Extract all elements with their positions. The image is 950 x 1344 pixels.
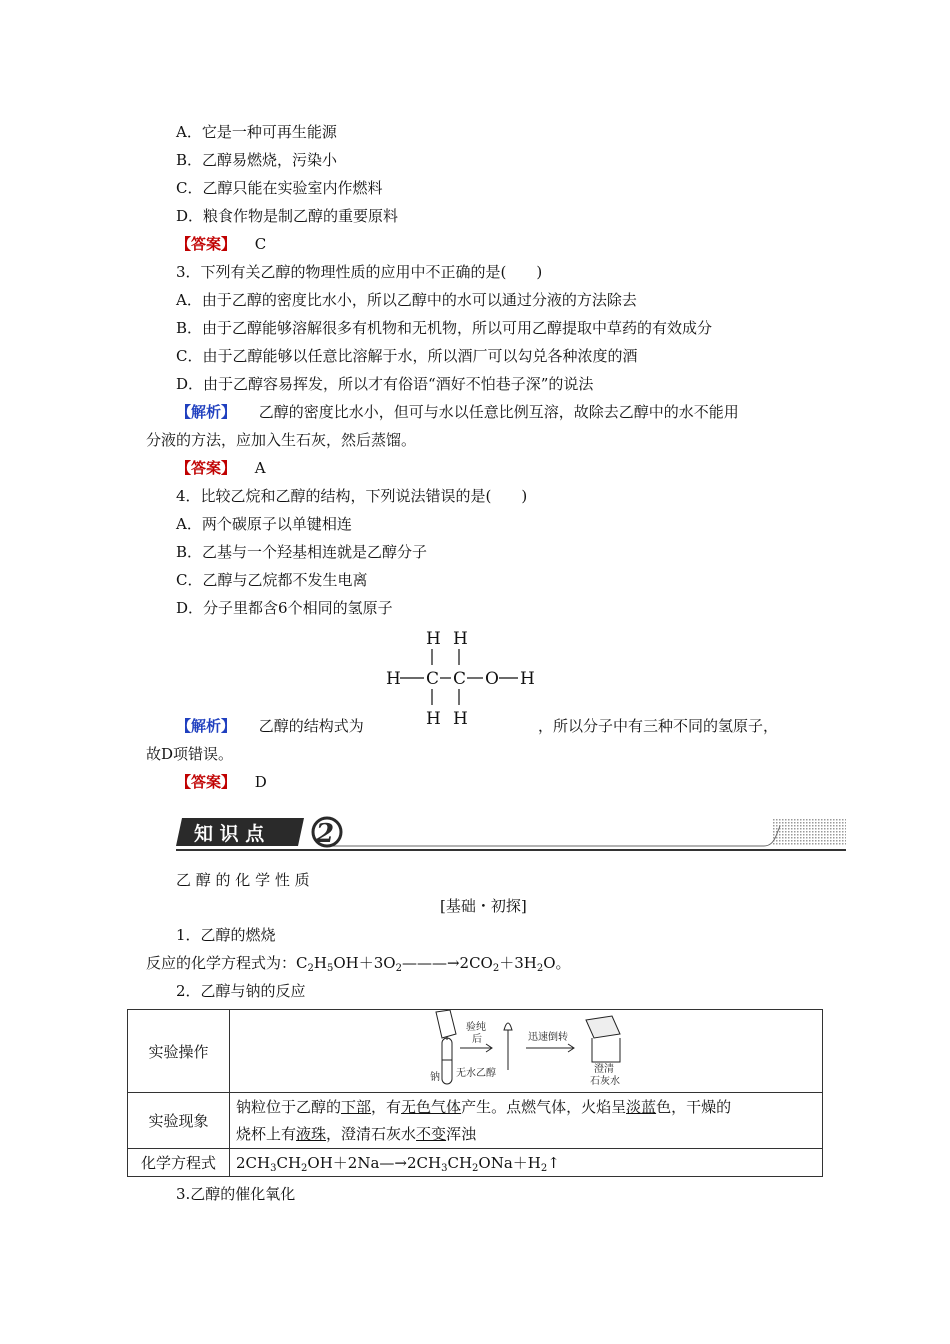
table-row xyxy=(128,1010,823,1093)
apparatus-illustration xyxy=(236,1010,816,1088)
atom-c1: C xyxy=(426,669,440,689)
phenomenon-cell: 钠粒位于乙醇的下部，有无色气体产生。点燃气体，火焰呈淡蓝色，干燥的 烧杯上有液珠，澄清石灰水不变浑浊 xyxy=(230,1093,823,1149)
item3-heading: 3.乙醇的催化氧化 xyxy=(176,1185,296,1203)
answer-value: C xyxy=(254,235,267,253)
atom-h-bottom2: H xyxy=(453,709,468,729)
q3-analysis-line2: 分液的方法，应加入生石灰，然后蒸馏。 xyxy=(146,431,417,449)
q3-analysis-line1 xyxy=(176,402,739,422)
section-subtitle: [基础・初探] xyxy=(440,897,527,915)
q3-option-a: A．由于乙醇的密度比水小，所以乙醇中的水可以通过分液的方法除去 xyxy=(176,291,637,309)
experiment-table xyxy=(127,1009,823,1177)
q4-answer xyxy=(176,772,267,792)
atom-o: O xyxy=(485,669,499,689)
analysis-tag: 【解析】 xyxy=(176,717,237,735)
answer-tag: 【答案】 xyxy=(176,773,237,791)
sodium-reaction-equation: $2CH_3CH_2OH+2Na—\to 2CH_3CH_2ONa+H_2↑$ xyxy=(230,1149,823,1177)
label-chengqing: 澄清 xyxy=(594,1064,614,1075)
row-head-equation: 化学方程式 xyxy=(128,1149,230,1177)
item1-heading: 1．乙醇的燃烧 xyxy=(176,926,276,944)
item1-equation xyxy=(146,953,571,973)
q2-option-b: B．乙醇易燃烧，污染小 xyxy=(176,151,338,169)
answer-value: D xyxy=(254,773,267,791)
label-wushui: 无水乙醇 xyxy=(456,1068,496,1079)
atom-h-left: H xyxy=(386,669,401,689)
answer-value: A xyxy=(254,459,266,477)
q2-option-d: D．粮食作物是制乙醇的重要原料 xyxy=(176,207,399,225)
q3-answer xyxy=(176,458,266,478)
q4-option-b: B．乙基与一个羟基相连就是乙醇分子 xyxy=(176,543,428,561)
q4-stem: 4．比较乙烷和乙醇的结构，下列说法错误的是( ) xyxy=(176,487,528,505)
table-row xyxy=(128,1149,823,1177)
label-shihuishui: 石灰水 xyxy=(590,1076,620,1087)
atom-h-bottom1: H xyxy=(426,709,441,729)
q4-option-c: C．乙醇与乙烷都不发生电离 xyxy=(176,571,368,589)
analysis-text-pre: 乙醇的结构式为 xyxy=(258,717,364,735)
q4-option-a: A．两个碳原子以单键相连 xyxy=(176,515,352,533)
atom-h-top1: H xyxy=(426,629,441,649)
knowledge-point-banner xyxy=(176,816,846,854)
q2-answer xyxy=(176,234,266,254)
q3-option-d: D．由于乙醇容易挥发，所以才有俗语“酒好不怕巷子深”的说法 xyxy=(176,375,594,393)
combustion-equation: $C_2H_5OH+3O_2———\to 2CO_2+3H_2O$。 xyxy=(296,954,571,974)
q4-analysis-line2: 故D项错误。 xyxy=(146,745,234,763)
operation-figure-cell xyxy=(230,1010,823,1093)
label-na: 钠 xyxy=(430,1072,440,1083)
row-head-phenomenon: 实验现象 xyxy=(128,1093,230,1149)
label-yanchun: 验纯 xyxy=(466,1022,486,1033)
q4-analysis-line1 xyxy=(176,716,364,736)
analysis-tag: 【解析】 xyxy=(176,403,237,421)
table-row xyxy=(128,1093,823,1149)
atom-h-top2: H xyxy=(453,629,468,649)
section-title: 乙 醇 的 化 学 性 质 xyxy=(176,871,310,889)
item2-heading: 2．乙醇与钠的反应 xyxy=(176,982,306,1000)
label-hou: 后 xyxy=(472,1034,482,1045)
q3-stem: 3．下列有关乙醇的物理性质的应用中不正确的是( ) xyxy=(176,263,543,281)
ethanol-structural-formula xyxy=(378,624,548,734)
q3-option-b: B．由于乙醇能够溶解很多有机物和无机物，所以可用乙醇提取中草药的有效成分 xyxy=(176,319,713,337)
banner-title: 知 识 点 xyxy=(194,823,265,845)
answer-tag: 【答案】 xyxy=(176,235,237,253)
q2-option-c: C．乙醇只能在实验室内作燃料 xyxy=(176,179,383,197)
atom-h-right: H xyxy=(520,669,535,689)
atom-c2: C xyxy=(453,669,467,689)
analysis-text: 乙醇的密度比水小，但可与水以任意比例互溶，故除去乙醇中的水不能用 xyxy=(258,403,739,421)
banner-number: 2 xyxy=(316,819,335,849)
answer-tag: 【答案】 xyxy=(176,459,237,477)
q4-analysis-post: ，所以分子中有三种不同的氢原子， xyxy=(538,717,779,735)
row-head-operation: 实验操作 xyxy=(128,1010,230,1093)
label-xunsu: 迅速倒转 xyxy=(528,1032,568,1043)
equation-label: 反应的化学方程式为： xyxy=(146,954,297,972)
q2-option-a: A．它是一种可再生能源 xyxy=(176,123,337,141)
q4-option-d: D．分子里都含6个相同的氢原子 xyxy=(176,599,393,617)
q3-option-c: C．由于乙醇能够以任意比溶解于水，所以酒厂可以勾兑各种浓度的酒 xyxy=(176,347,638,365)
